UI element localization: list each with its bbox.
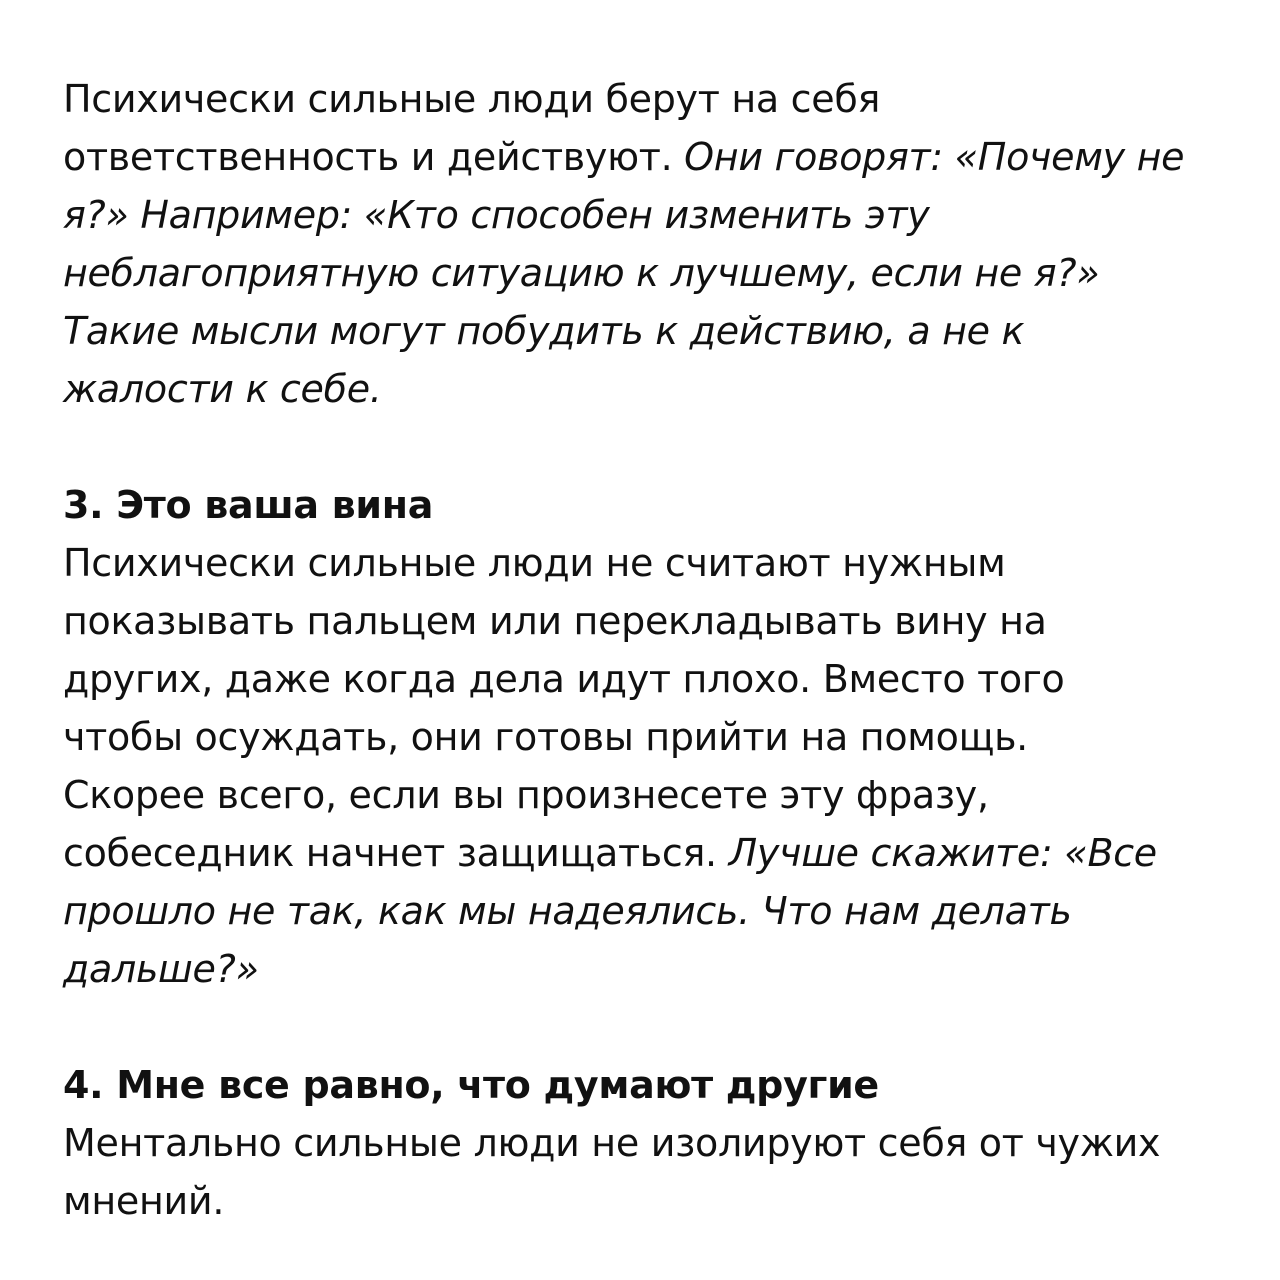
intro-paragraph [63,70,1253,418]
text-line: Скорее всего, если вы произнесете эту фразу, [63,773,989,817]
article-page [63,70,1253,1230]
text-line: дальше?» [63,947,259,991]
text-line: неблагоприятную ситуацию к лучшему, если не я?» [63,251,1100,295]
text-line: Психически сильные люди не считают нужным [63,541,1006,585]
text-line: показывать пальцем или перекладывать вину на [63,599,1047,643]
section-heading-3: 3. Это ваша вина [63,483,434,527]
text-line: Психически сильные люди берут на себя [63,77,881,121]
text-line: чтобы осуждать, они готовы прийти на помощь. [63,715,1028,759]
text-line: мнений. [63,1179,225,1223]
section-3-paragraph [63,534,1253,998]
section-spacer [63,418,1253,476]
text-line: других, даже когда дела идут плохо. Вместо того [63,657,1065,701]
section-spacer [63,998,1253,1056]
section-heading-4: 4. Мне все равно, что думают другие [63,1063,879,1107]
text-line: прошло не так, как мы надеялись. Что нам делать [63,889,1072,933]
text-line: собеседник начнет защищаться. Лучше скажите: «Все [63,831,1157,875]
text-line: ответственность и действуют. Они говорят: «Почему не [63,135,1185,179]
text-line: я?» Например: «Кто способен изменить эту [63,193,930,237]
text-line: жалости к себе. [63,367,382,411]
text-line: Ментально сильные люди не изолируют себя от чужих [63,1121,1161,1165]
text-line: Такие мысли могут побудить к действию, а не к [63,309,1025,353]
section-4-paragraph [63,1114,1253,1230]
